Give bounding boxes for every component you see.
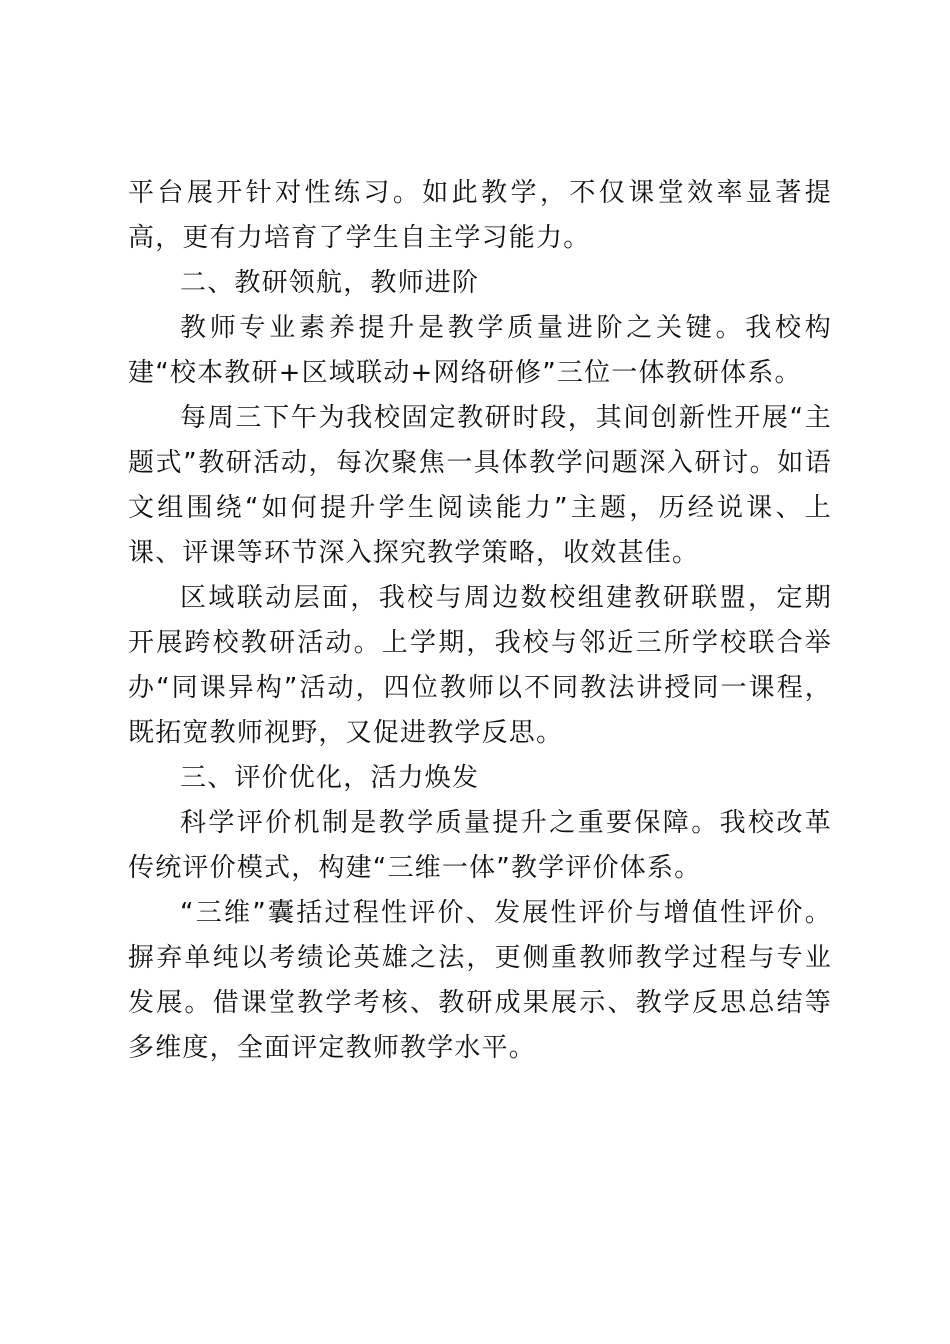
body-paragraph: “三维”囊括过程性评价、发展性评价与增值性评价。摒弃单纯以考绩论英雄之法，更侧重教师教学过程与专业发展。借课堂教学考核、教研成果展示、教学反思总结等多维度，全面评定教师教学水平。 xyxy=(128,898,832,1063)
section-heading-3: 三、评价优化，活力焕发 xyxy=(180,763,480,793)
body-paragraph: 科学评价机制是教学质量提升之重要保障。我校改革传统评价模式，构建“三维一体”教学评价体系。 xyxy=(128,808,832,883)
body-paragraph: 每周三下午为我校固定教研时段，其间创新性开展“主题式”教研活动，每次聚焦一具体教学问题深入研讨。如语文组围绕“如何提升学生阅读能力”主题，历经说课、上课、评课等环节深入探究教学策略，收效甚佳。 xyxy=(128,403,832,568)
section-heading-2: 二、教研领航，教师进阶 xyxy=(180,268,480,298)
continued-paragraph: 平台展开针对性练习。如此教学，不仅课堂效率显著提高，更有力培育了学生自主学习能力。 xyxy=(128,178,832,253)
body-paragraph: 教师专业素养提升是教学质量进阶之关键。我校构建“校本教研+区域联动+网络研修”三位一体教研体系。 xyxy=(128,313,832,388)
document-body xyxy=(128,171,832,1071)
body-paragraph: 区域联动层面，我校与周边数校组建教研联盟，定期开展跨校教研活动。上学期，我校与邻近三所学校联合举办“同课异构”活动，四位教师以不同教法讲授同一课程，既拓宽教师视野，又促进教学反思。 xyxy=(128,583,832,748)
